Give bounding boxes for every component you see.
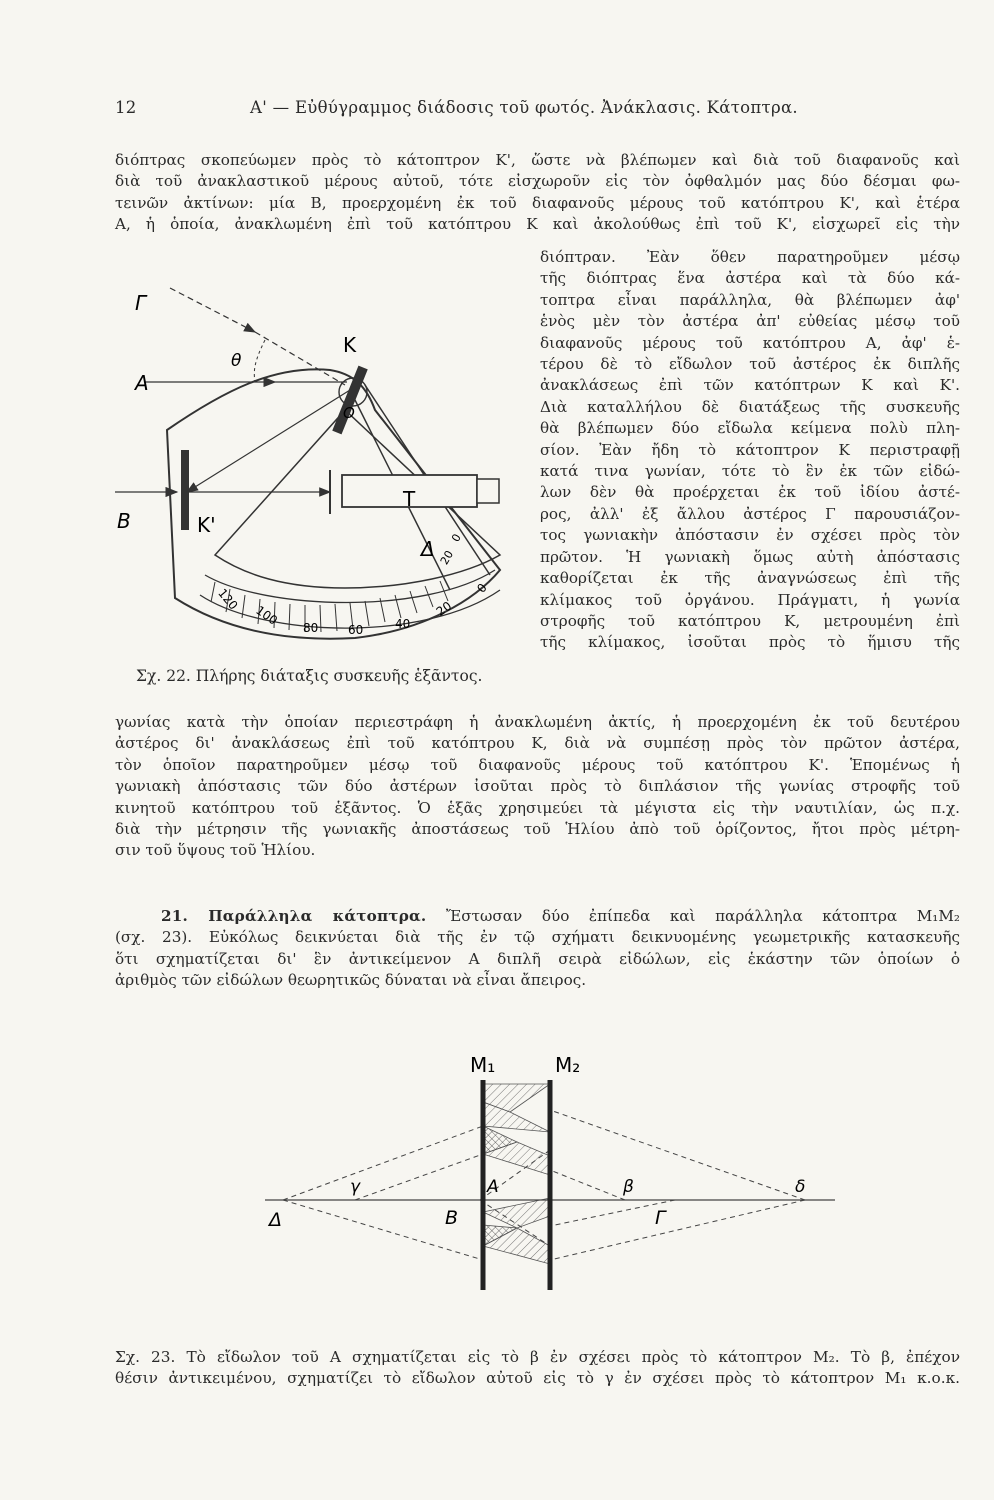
scale-label: 0 [474,580,490,596]
label-beta-small: β [623,1177,634,1197]
scale-tick [425,586,433,607]
text-line: στροφῆς τοῦ κατόπτρου Κ, μετρουμένη ἐπὶ [540,611,960,630]
scale-tick [395,595,401,618]
angle-theta-arc [254,340,265,382]
label-gamma: Γ [135,291,147,315]
label-t: T [403,487,416,511]
scale-label: 60 [348,623,364,637]
text-line: τῆς διόπτρας ἕνα ἀστέρα καὶ τὰ δύο κά- [540,269,960,288]
construction-line [283,1126,483,1200]
text-line: σιν τοῦ ὕψους τοῦ Ἡλίου. [115,841,316,860]
text-line: διόπτραν. Ἐὰν ὅθεν παρατηροῦμεν μέσῳ [540,248,960,266]
scale-tick [211,582,215,602]
text-line: ἀστέρος δι' ἀνακλάσεως ἐπὶ τοῦ κατόπτρου Κ, διὰ νὰ συμπέσῃ πρὸς τὸν πρῶτον ἀστέρα, [115,734,960,753]
scale-label: 80 [303,621,319,635]
text-line: Α, ἡ ὁποία, ἀνακλωμένη ἐπὶ τοῦ κατόπτρου Κ καὶ ἀκολούθως ἐπὶ τοῦ Κ', εἰσχωρεῖ εἰς τὴν [115,215,960,234]
label-beta: B [445,1207,459,1229]
text-line: τεινῶν ἀκτίνων: μία Β, προερχομένη ἐκ τοῦ διαφανοῦς μέρους τοῦ κατόπτρου Κ', καὶ ἑτέρα [115,193,960,212]
section-text: Ἔστωσαν δύο ἐπίπεδα καὶ παράλληλα κάτοπτρα Μ₁Μ₂ [445,907,960,925]
construction-line [550,1170,625,1200]
text-line: τῆς κλίμακος, ἰσοῦται πρὸς τὸ ἥμισυ τῆς [540,633,960,652]
figure-23-caption [115,1347,960,1390]
text-line: τοπτρα εἶναι παράλληλα, θὰ βλέπωμεν ἀφ' [540,290,960,309]
text-line: τὸν ὁποῖον παρατηροῦμεν μέσῳ τοῦ διαφανοῦς μέρους τοῦ κατόπτρου Κ'. Ἑπομένως ἡ [115,755,960,774]
label-theta: θ [231,351,242,371]
label-alpha: A [487,1177,499,1197]
text-line: γωνίας κατὰ τὴν ὁποίαν περιεστράφη ἡ ἀνακλωμένη ἀκτίς, ἡ προερχομένη ἐκ τοῦ δευτέρου [115,713,960,731]
text-line: ὅτι σχηματίζεται δι' ἓν ἀντικείμενον Α διπλῆ σειρὰ εἰδώλων, εἰς ἑκάστην τῶν ὁποίων ὁ [115,949,960,968]
text-line: ἀριθμὸς τῶν εἰδώλων θεωρητικῶς δύναται νὰ εἶναι ἄπειρος. [115,971,587,990]
scale-label: 40 [395,617,411,631]
scale-tick [335,604,337,631]
figure-22-caption: Σχ. 22. Πλήρης διάταξις συσκευῆς ἑξᾶντος. [136,667,483,685]
text-line: κατά τινα γωνίαν, τότε τὸ ἓν ἐκ τῶν εἰδώ- [540,462,960,481]
caption-line: Σχ. 23. Τὸ εἴδωλον τοῦ Α σχηματίζεται εἰς τὸ β ἐν σχέσει πρὸς τὸ κάτοπτρον Μ₂. Τὸ β, ἐπέχον [115,1348,960,1366]
text-line: διαφανοῦς μέρους τοῦ κατόπτρου Α, ἀφ' ἑ- [540,333,960,352]
text-line: καθορίζεται ἐκ τῆς ἀναγνώσεως ἐπὶ τῆς [540,569,960,588]
text-line: γωνιακὴ ἀπόστασις τῶν δύο ἀστέρων ἰσοῦται πρὸς τὸ διπλάσιον τῆς γωνίας στροφῆς τοῦ [115,777,960,796]
scale-label: 20 [433,598,455,619]
telescope-eyepiece [477,479,499,503]
scale-tick [289,604,290,630]
label-delta: Δ [269,1209,282,1231]
text-line: διὰ τὴν μέτρησιν τῆς γωνιακῆς ἀποστάσεως τοῦ Ἡλίου ἀπὸ τοῦ ὁρίζοντος, ἤτοι πρὸς μέτρη- [115,820,960,839]
hatched-region [483,1198,550,1228]
scale-tick [410,591,417,613]
section-first-line [115,906,960,927]
mirror-k-prime [181,450,189,530]
text-line: σίον. Ἐὰν ἤδη τὸ κάτοπτρον Κ περιστραφῇ [540,440,960,459]
paragraph-sextant-intro [115,150,960,236]
scale-tick [365,601,369,626]
label-delta-small: δ [795,1177,806,1197]
figure-22-sextant [105,270,535,670]
small-scale-label: 0 [449,531,464,545]
figure-23-parallel-mirrors [255,1050,845,1300]
text-line: πρῶτον. Ἡ γωνιακὴ ὅμως αὐτὴ ἀπόστασις [540,547,960,566]
caption-line: θέσιν ἀντικειμένου, σχηματίζει τὸ εἴδωλον αὐτοῦ εἰς τὸ γ ἐν σχέσει πρὸς τὸ κάτοπτρον Μ₁ κ.ο.κ. [115,1369,960,1388]
paragraph-sextant-column [540,247,960,654]
text-line: λων δὲν θὰ προέρχεται ἐκ τοῦ ἰδίου ἀστέ- [540,483,960,502]
text-line: (σχ. 23). Εὐκόλως δεικνύεται διὰ τῆς ἐν τῷ σχήματι δεικνυομένης γεωμετρικῆς κατασκευῆς [115,928,960,947]
label-k-prime: K' [197,513,216,537]
section-21-paragraph [115,906,960,992]
label-k: K [343,333,357,357]
label-m1: M₁ [470,1053,496,1077]
running-title: Α' — Εὐθύγραμμος διάδοσις τοῦ φωτός. Ἀνάκλασις. Κάτοπτρα. [250,98,798,117]
small-scale-label: 20 [437,548,457,567]
text-line: τος γωνιακὴν ἀπόστασιν ἐν σχέσει πρὸς τὸν [540,526,960,545]
construction-line [550,1200,805,1260]
label-beta: Β [117,509,131,533]
ray-reflected [187,390,350,492]
scale-label: 120 [215,586,241,613]
paragraph-sextant-tail [115,712,960,862]
label-o: O [343,404,355,422]
text-line: τέρου δὲ τὸ εἴδωλον τοῦ ἀστέρος ἐκ διπλῆς [540,355,960,374]
construction-line [355,1154,483,1200]
label-delta: Δ [421,537,435,561]
label-gamma-small: γ [350,1177,361,1197]
text-line: κλίμακος τοῦ ὀργάνου. Πράγματι, ἡ γωνία [540,590,960,609]
text-line: διόπτρας σκοπεύωμεν πρὸς τὸ κάτοπτρον Κ', ὥστε νὰ βλέπωμεν καὶ διὰ τοῦ διαφανοῦς καὶ [115,151,960,169]
label-gamma: Γ [655,1207,666,1229]
text-line: Διὰ καταλλήλου δὲ διατάξεως τῆς συσκευῆς [540,397,960,416]
text-line: ἑνὸς μὲν τὸν ἀστέρα ἀπ' εὐθείας μέσῳ τοῦ [540,312,960,331]
text-line: ρος, ἀλλ' ἐξ ἄλλου ἀστέρος Γ παρουσιάζον- [540,504,960,523]
section-title: 21. Παράλληλα κάτοπτρα. [161,907,427,925]
text-line: ἀνακλάσεως ἐπὶ τῶν κατόπτρων Κ καὶ Κ'. [540,376,960,395]
text-line: κινητοῦ κατόπτρου τοῦ ἑξᾶντος. Ὁ ἑξᾶς χρησιμεύει τὰ μέγιστα εἰς τὴν ναυτιλίαν, ὡς π.χ. [115,798,960,817]
text-line: διὰ τοῦ ἀνακλαστικοῦ μέρους αὐτοῦ, τότε εἰσχωροῦν εἰς τὸν ὀφθαλμόν μας δύο δέσμαι φω- [115,172,960,191]
label-m2: M₂ [555,1053,581,1077]
label-alpha: Α [135,371,149,395]
scale-label: 100 [253,603,281,628]
ray-gamma [170,288,255,332]
text-line: θὰ βλέπωμεν δύο εἴδωλα κείμενα πολὺ πλη- [540,419,960,438]
page-number: 12 [115,98,137,117]
construction-line [550,1110,805,1200]
